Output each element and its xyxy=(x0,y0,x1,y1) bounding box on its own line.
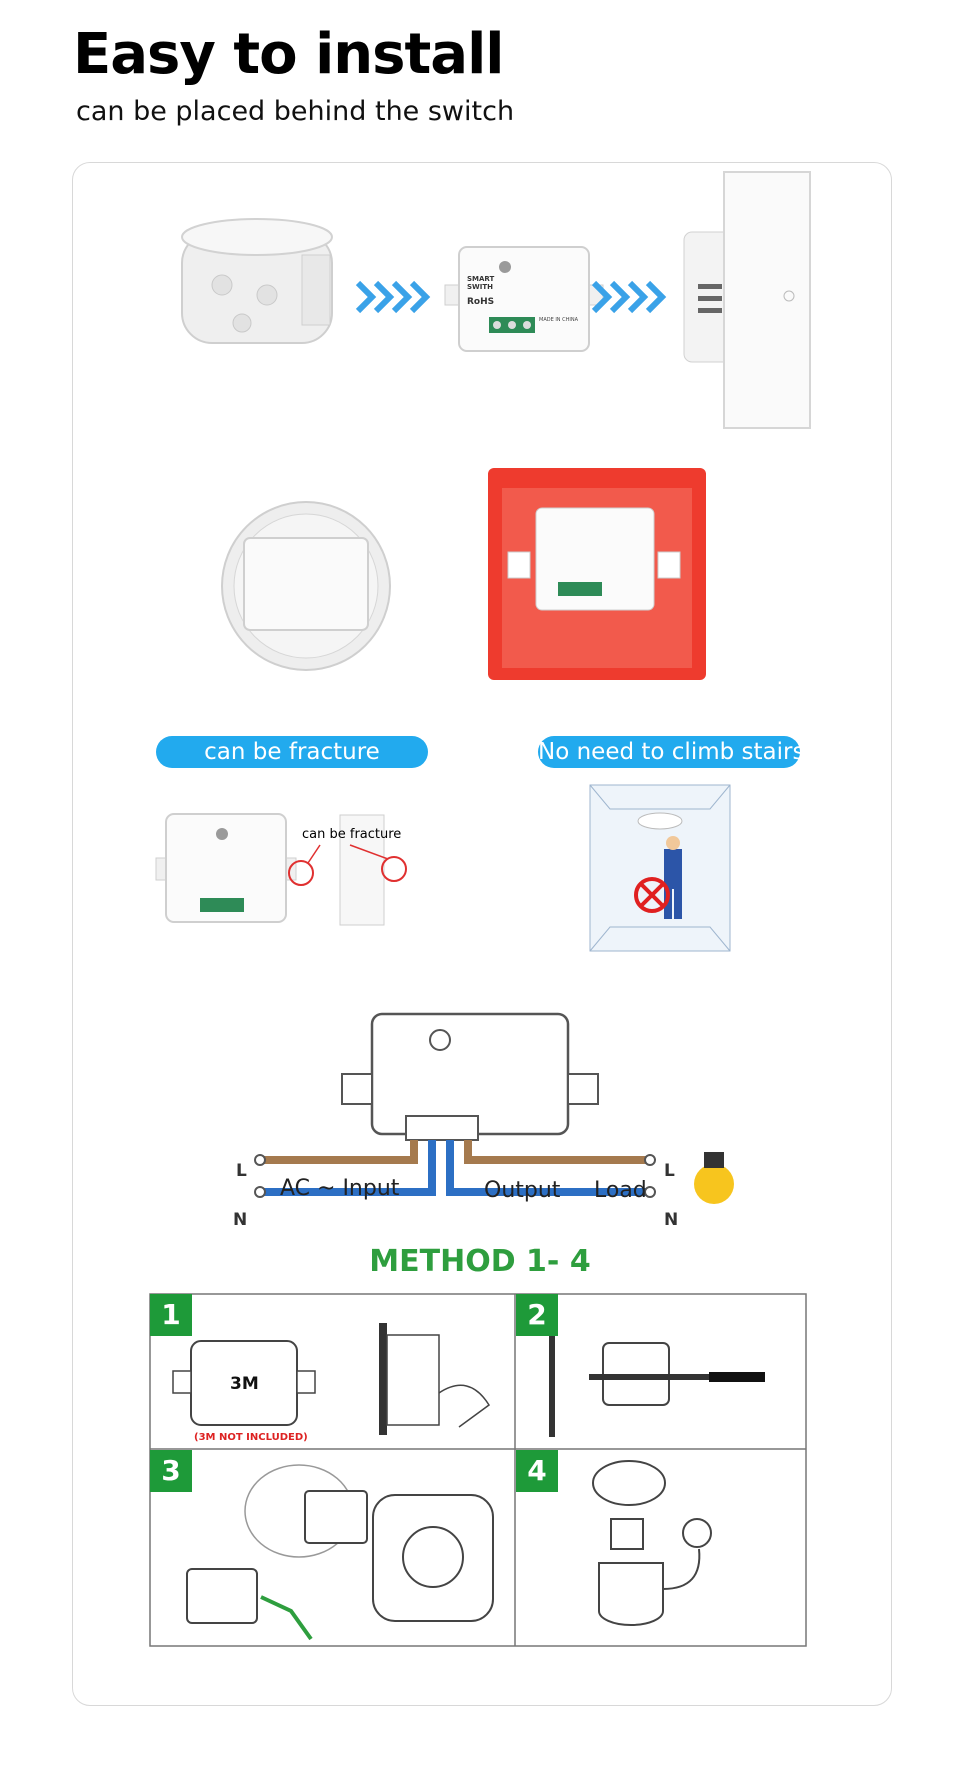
tape-label: 3M xyxy=(230,1374,259,1394)
tape-note: (3M NOT INCLUDED) xyxy=(194,1432,308,1443)
smart-module-image xyxy=(445,245,603,353)
live-right-label: L xyxy=(664,1161,675,1181)
method-grid xyxy=(149,1293,807,1647)
module-made-in: MADE IN CHINA xyxy=(539,317,579,323)
step-3-badge: 3 xyxy=(150,1450,192,1492)
fracture-note: can be fracture xyxy=(302,827,402,842)
output-label: Output xyxy=(484,1178,561,1203)
page-title: Easy to install xyxy=(73,22,504,87)
round-box-installed-image xyxy=(218,498,394,674)
module-brand-line2: SWITH xyxy=(467,283,494,291)
arrow-right-icon xyxy=(356,279,436,315)
neutral-right-label: N xyxy=(664,1210,679,1230)
no-stairs-pill: No need to climb stairs xyxy=(538,736,800,768)
live-left-label: L xyxy=(236,1161,247,1181)
module-brand-line1: SMART xyxy=(467,275,495,283)
load-label: Load xyxy=(594,1178,647,1203)
step-1-badge: 1 xyxy=(150,1294,192,1336)
module-brand xyxy=(467,275,494,291)
wall-switch-image xyxy=(684,172,812,430)
page-subtitle: can be placed behind the switch xyxy=(76,96,515,127)
step-2-badge: 2 xyxy=(516,1294,558,1336)
input-label: AC ~ Input xyxy=(280,1176,400,1201)
step-4-badge: 4 xyxy=(516,1450,558,1492)
method-title: METHOD 1- 4 xyxy=(369,1244,591,1279)
fracture-pill: can be fracture xyxy=(156,736,428,768)
neutral-left-label: N xyxy=(233,1210,248,1230)
red-box-installed-image xyxy=(488,468,706,680)
module-rohs: RoHS xyxy=(467,297,495,307)
junction-box-image xyxy=(172,215,342,357)
arrow-right-icon xyxy=(592,279,672,315)
module-fracture-image xyxy=(156,812,296,924)
no-ladder-illustration xyxy=(590,785,730,951)
